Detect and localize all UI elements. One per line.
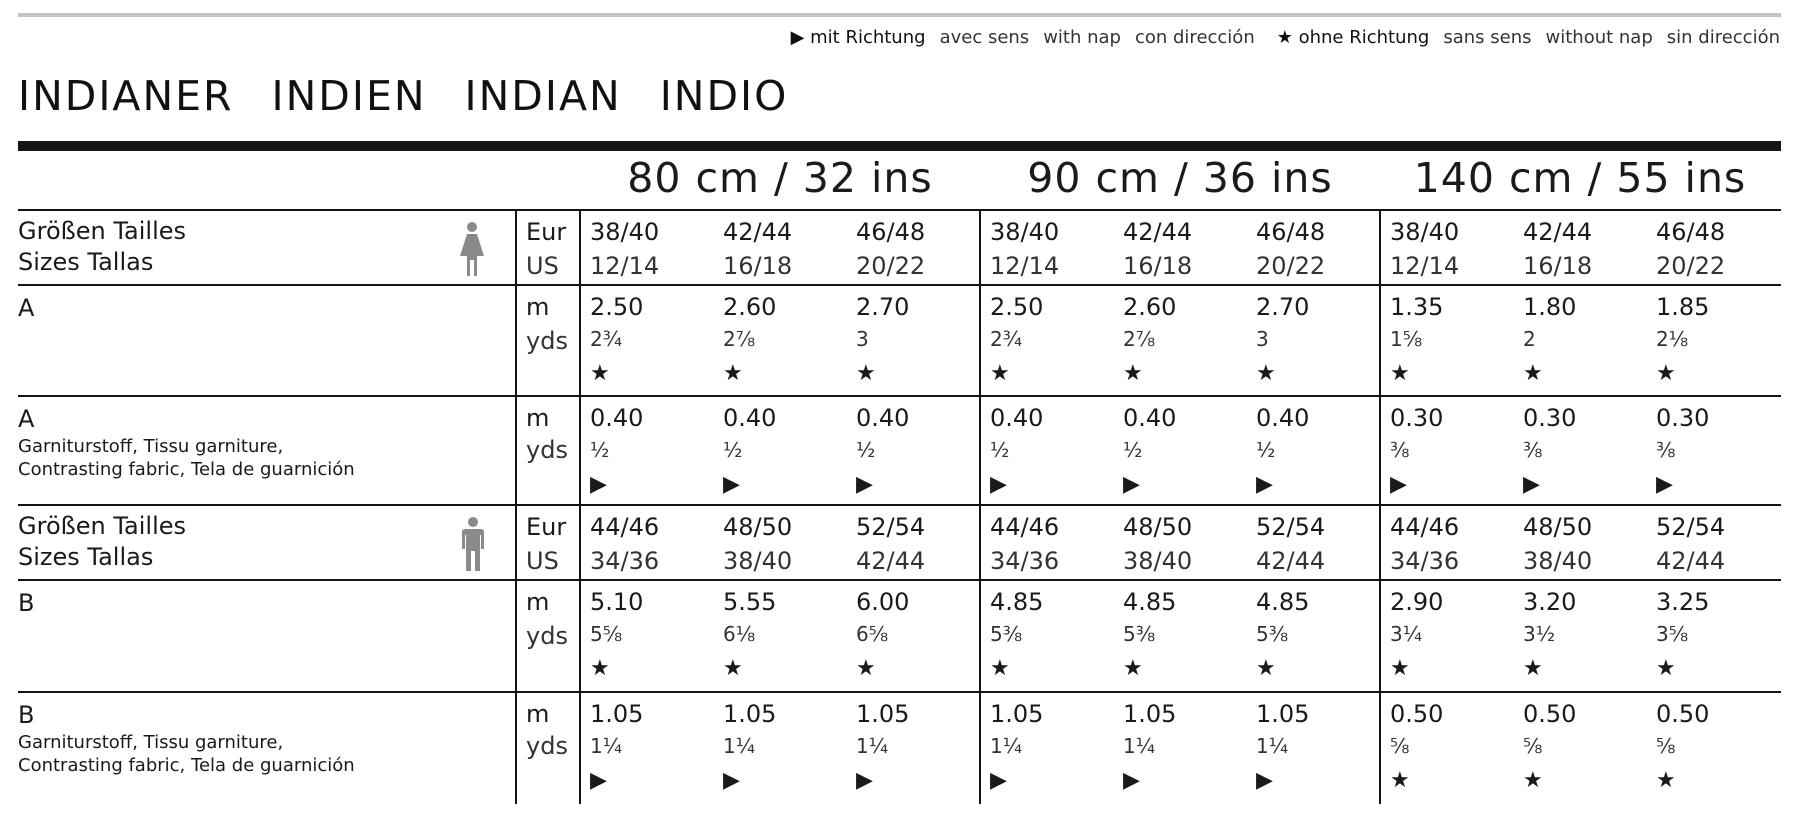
- nap-symbol-cell: ★: [723, 656, 743, 681]
- meters-cell: 0.40: [590, 404, 644, 432]
- size-eur-cell: 46/48: [1656, 218, 1726, 246]
- meters-cell: 0.40: [723, 404, 777, 432]
- sizes-label: [18, 216, 186, 278]
- nap-symbol-cell: ▶: [1656, 472, 1673, 497]
- size-us-cell: 42/44: [856, 547, 926, 575]
- meters-cell: 0.50: [1656, 700, 1710, 728]
- meters-cell: 2.70: [1256, 293, 1310, 321]
- size-eur-cell: 52/54: [856, 513, 926, 541]
- size-eur-cell: 38/40: [990, 218, 1060, 246]
- legend-with-nap-en: with nap: [1043, 27, 1121, 48]
- title-es: INDIO: [659, 72, 789, 120]
- meters-cell: 5.10: [590, 588, 644, 616]
- meters-cell: 1.05: [723, 700, 777, 728]
- view-a-contrast-row: [0, 398, 1800, 504]
- yards-cell: 5⅜: [1256, 622, 1289, 646]
- size-eur-cell: 38/40: [590, 218, 660, 246]
- nap-symbol-cell: ★: [1390, 656, 1410, 681]
- meters-cell: 0.50: [1523, 700, 1577, 728]
- yards-cell: 3: [1256, 327, 1269, 351]
- title-en: INDIAN: [464, 72, 622, 120]
- yards-cell: ⅜: [1656, 438, 1676, 462]
- nap-symbol-cell: ▶: [590, 472, 607, 497]
- meters-cell: 2.50: [590, 293, 644, 321]
- nap-symbol-cell: ★: [1256, 656, 1276, 681]
- nap-symbol-cell: ★: [1123, 656, 1143, 681]
- view-b-label: B: [18, 589, 35, 617]
- page-title: [18, 72, 788, 120]
- yards-cell: 1¼: [856, 734, 889, 758]
- contrast-label-line1: Garniturstoff, Tissu garniture,: [18, 436, 284, 457]
- meters-cell: 2.50: [990, 293, 1044, 321]
- yards-cell: 6⅛: [723, 622, 756, 646]
- unit-yds: yds: [526, 732, 568, 760]
- size-us-cell: 16/18: [723, 252, 793, 280]
- yards-cell: ⅝: [1523, 734, 1543, 758]
- unit-us: US: [526, 252, 559, 280]
- size-us-cell: 12/14: [1390, 252, 1460, 280]
- title-divider: [18, 141, 1781, 151]
- meters-cell: 4.85: [1256, 588, 1310, 616]
- size-eur-cell: 48/50: [1523, 513, 1593, 541]
- yards-cell: 3½: [1523, 622, 1556, 646]
- yards-cell: 3: [856, 327, 869, 351]
- size-eur-cell: 48/50: [1123, 513, 1193, 541]
- size-eur-cell: 44/46: [590, 513, 660, 541]
- unit-us: US: [526, 547, 559, 575]
- nap-symbol-cell: ★: [1390, 768, 1410, 793]
- unit-m: m: [526, 700, 550, 728]
- meters-cell: 0.40: [1256, 404, 1310, 432]
- yards-cell: 5⅜: [990, 622, 1023, 646]
- view-b-contrast-label: [18, 700, 355, 777]
- fabric-width-90: 90 cm / 36 ins: [1027, 154, 1333, 202]
- yards-cell: ½: [856, 438, 876, 462]
- woman-figure-icon: [458, 222, 486, 276]
- row-divider: [18, 579, 1781, 581]
- yards-cell: 2: [1523, 327, 1536, 351]
- meters-cell: 2.60: [1123, 293, 1177, 321]
- size-eur-cell: 38/40: [1390, 218, 1460, 246]
- meters-cell: 2.90: [1390, 588, 1444, 616]
- yards-cell: 2⅞: [1123, 327, 1156, 351]
- view-a-label: A: [18, 294, 35, 322]
- nap-symbol-cell: ▶: [1256, 472, 1273, 497]
- size-us-cell: 20/22: [1656, 252, 1726, 280]
- meters-cell: 0.30: [1523, 404, 1577, 432]
- nap-symbol-cell: ▶: [1390, 472, 1407, 497]
- nap-symbol-cell: ▶: [723, 472, 740, 497]
- size-us-cell: 20/22: [1256, 252, 1326, 280]
- view-b-row: [0, 582, 1800, 691]
- nap-symbol-cell: ▶: [590, 768, 607, 793]
- meters-cell: 2.70: [856, 293, 910, 321]
- view-b-contrast-letter: B: [18, 701, 35, 729]
- size-us-cell: 12/14: [990, 252, 1060, 280]
- size-us-cell: 12/14: [590, 252, 660, 280]
- yards-cell: ⅜: [1390, 438, 1410, 462]
- view-a-contrast-letter: A: [18, 405, 35, 433]
- meters-cell: 1.05: [990, 700, 1044, 728]
- size-us-cell: 38/40: [1523, 547, 1593, 575]
- yards-cell: 2⅞: [723, 327, 756, 351]
- legend-with-nap-es: con dirección: [1134, 27, 1255, 48]
- legend-without-nap-de: ★ ohne Richtung: [1276, 27, 1430, 48]
- size-us-cell: 34/36: [990, 547, 1060, 575]
- meters-cell: 3.25: [1656, 588, 1710, 616]
- legend-with-nap-de: ▶ mit Richtung: [790, 27, 926, 48]
- size-eur-cell: 52/54: [1256, 513, 1326, 541]
- nap-symbol-cell: ★: [1523, 361, 1543, 386]
- nap-symbol-cell: ★: [723, 361, 743, 386]
- men-sizes-row: [0, 507, 1800, 579]
- unit-m: m: [526, 588, 550, 616]
- meters-cell: 1.05: [1123, 700, 1177, 728]
- nap-symbol-cell: ★: [590, 656, 610, 681]
- meters-cell: 3.20: [1523, 588, 1577, 616]
- yards-cell: 2¾: [990, 327, 1023, 351]
- size-us-cell: 20/22: [856, 252, 926, 280]
- view-b-contrast-row: [0, 694, 1800, 804]
- size-eur-cell: 44/46: [990, 513, 1060, 541]
- yards-cell: 6⅝: [856, 622, 889, 646]
- nap-symbol-cell: ★: [1656, 361, 1676, 386]
- nap-symbol-cell: ▶: [990, 472, 1007, 497]
- top-rule: [18, 13, 1781, 17]
- size-us-cell: 38/40: [1123, 547, 1193, 575]
- unit-eur: Eur: [526, 513, 567, 541]
- size-eur-cell: 42/44: [1123, 218, 1193, 246]
- nap-symbol-cell: ▶: [856, 768, 873, 793]
- nap-symbol-cell: ▶: [856, 472, 873, 497]
- nap-symbol-cell: ★: [1523, 656, 1543, 681]
- nap-symbol-cell: ▶: [723, 768, 740, 793]
- size-us-cell: 42/44: [1256, 547, 1326, 575]
- view-a-row: [0, 287, 1800, 395]
- yards-cell: 1⅝: [1390, 327, 1423, 351]
- size-us-cell: 16/18: [1123, 252, 1193, 280]
- nap-symbol-cell: ▶: [1256, 768, 1273, 793]
- size-us-cell: 42/44: [1656, 547, 1726, 575]
- size-us-cell: 38/40: [723, 547, 793, 575]
- yards-cell: 3¼: [1390, 622, 1423, 646]
- sizes-label-line1: Größen Tailles: [18, 217, 187, 245]
- yards-cell: 2⅛: [1656, 327, 1689, 351]
- view-a-contrast-label: [18, 404, 355, 481]
- size-eur-cell: 46/48: [1256, 218, 1326, 246]
- title-fr: INDIEN: [271, 72, 427, 120]
- nap-symbol-cell: ★: [1390, 361, 1410, 386]
- unit-yds: yds: [526, 436, 568, 464]
- nap-symbol-cell: ▶: [990, 768, 1007, 793]
- nap-symbol-cell: ★: [1523, 768, 1543, 793]
- unit-m: m: [526, 404, 550, 432]
- nap-symbol-cell: ★: [856, 656, 876, 681]
- meters-cell: 4.85: [990, 588, 1044, 616]
- yards-cell: 1¼: [1123, 734, 1156, 758]
- yards-cell: 1¼: [590, 734, 623, 758]
- meters-cell: 1.35: [1390, 293, 1444, 321]
- fabric-width-140: 140 cm / 55 ins: [1413, 154, 1747, 202]
- nap-legend: [791, 27, 1780, 48]
- women-sizes-row: [0, 212, 1800, 284]
- yards-cell: 5⅜: [1123, 622, 1156, 646]
- yards-cell: 1¼: [1256, 734, 1289, 758]
- legend-without-nap-es: sin dirección: [1666, 27, 1780, 48]
- nap-symbol-cell: ★: [1656, 768, 1676, 793]
- size-eur-cell: 42/44: [1523, 218, 1593, 246]
- size-eur-cell: 52/54: [1656, 513, 1726, 541]
- yards-cell: 1¼: [990, 734, 1023, 758]
- nap-symbol-cell: ▶: [1123, 472, 1140, 497]
- size-eur-cell: 48/50: [723, 513, 793, 541]
- nap-symbol-cell: ★: [1656, 656, 1676, 681]
- meters-cell: 1.80: [1523, 293, 1577, 321]
- contrast-label-line2: Contrasting fabric, Tela de guarnición: [18, 459, 355, 480]
- yards-cell: ½: [1123, 438, 1143, 462]
- nap-symbol-cell: ★: [1123, 361, 1143, 386]
- meters-cell: 1.05: [856, 700, 910, 728]
- yards-cell: ½: [590, 438, 610, 462]
- meters-cell: 1.05: [590, 700, 644, 728]
- meters-cell: 1.05: [1256, 700, 1310, 728]
- size-eur-cell: 46/48: [856, 218, 926, 246]
- title-de: INDIANER: [18, 72, 234, 120]
- meters-cell: 0.30: [1656, 404, 1710, 432]
- nap-symbol-cell: ★: [856, 361, 876, 386]
- meters-cell: 0.40: [990, 404, 1044, 432]
- unit-yds: yds: [526, 622, 568, 650]
- contrast-label-line1: Garniturstoff, Tissu garniture,: [18, 732, 284, 753]
- size-eur-cell: 42/44: [723, 218, 793, 246]
- sizes-label-line1: Größen Tailles: [18, 512, 187, 540]
- meters-cell: 6.00: [856, 588, 910, 616]
- meters-cell: 0.30: [1390, 404, 1444, 432]
- nap-symbol-cell: ★: [990, 361, 1010, 386]
- meters-cell: 0.40: [1123, 404, 1177, 432]
- meters-cell: 5.55: [723, 588, 777, 616]
- legend-without-nap-fr: sans sens: [1443, 27, 1532, 48]
- sizes-label: [18, 511, 186, 573]
- nap-symbol-cell: ★: [990, 656, 1010, 681]
- size-us-cell: 34/36: [590, 547, 660, 575]
- yards-cell: 5⅝: [590, 622, 623, 646]
- legend-without-nap-en: without nap: [1545, 27, 1653, 48]
- sizes-label-line2: Sizes Tallas: [18, 543, 154, 571]
- legend-with-nap-fr: avec sens: [939, 27, 1030, 48]
- unit-m: m: [526, 293, 550, 321]
- fabric-width-80: 80 cm / 32 ins: [627, 154, 933, 202]
- row-divider: [18, 691, 1781, 693]
- fabric-width-header: [18, 154, 1781, 210]
- yards-cell: ⅝: [1390, 734, 1410, 758]
- meters-cell: 0.50: [1390, 700, 1444, 728]
- row-divider: [18, 284, 1781, 286]
- row-divider: [18, 504, 1781, 506]
- unit-eur: Eur: [526, 218, 567, 246]
- row-divider: [18, 209, 1781, 211]
- yards-cell: 3⅝: [1656, 622, 1689, 646]
- meters-cell: 2.60: [723, 293, 777, 321]
- meters-cell: 1.85: [1656, 293, 1710, 321]
- yards-cell: 2¾: [590, 327, 623, 351]
- sizes-label-line2: Sizes Tallas: [18, 248, 154, 276]
- size-eur-cell: 44/46: [1390, 513, 1460, 541]
- yards-cell: ½: [990, 438, 1010, 462]
- size-us-cell: 16/18: [1523, 252, 1593, 280]
- meters-cell: 4.85: [1123, 588, 1177, 616]
- yards-cell: ⅜: [1523, 438, 1543, 462]
- man-figure-icon: [461, 517, 485, 571]
- meters-cell: 0.40: [856, 404, 910, 432]
- yards-cell: 1¼: [723, 734, 756, 758]
- nap-symbol-cell: ★: [590, 361, 610, 386]
- contrast-label-line2: Contrasting fabric, Tela de guarnición: [18, 755, 355, 776]
- size-us-cell: 34/36: [1390, 547, 1460, 575]
- nap-symbol-cell: ★: [1256, 361, 1276, 386]
- yards-cell: ½: [1256, 438, 1276, 462]
- unit-yds: yds: [526, 327, 568, 355]
- nap-symbol-cell: ▶: [1123, 768, 1140, 793]
- yards-cell: ½: [723, 438, 743, 462]
- row-divider: [18, 395, 1781, 397]
- yards-cell: ⅝: [1656, 734, 1676, 758]
- nap-symbol-cell: ▶: [1523, 472, 1540, 497]
